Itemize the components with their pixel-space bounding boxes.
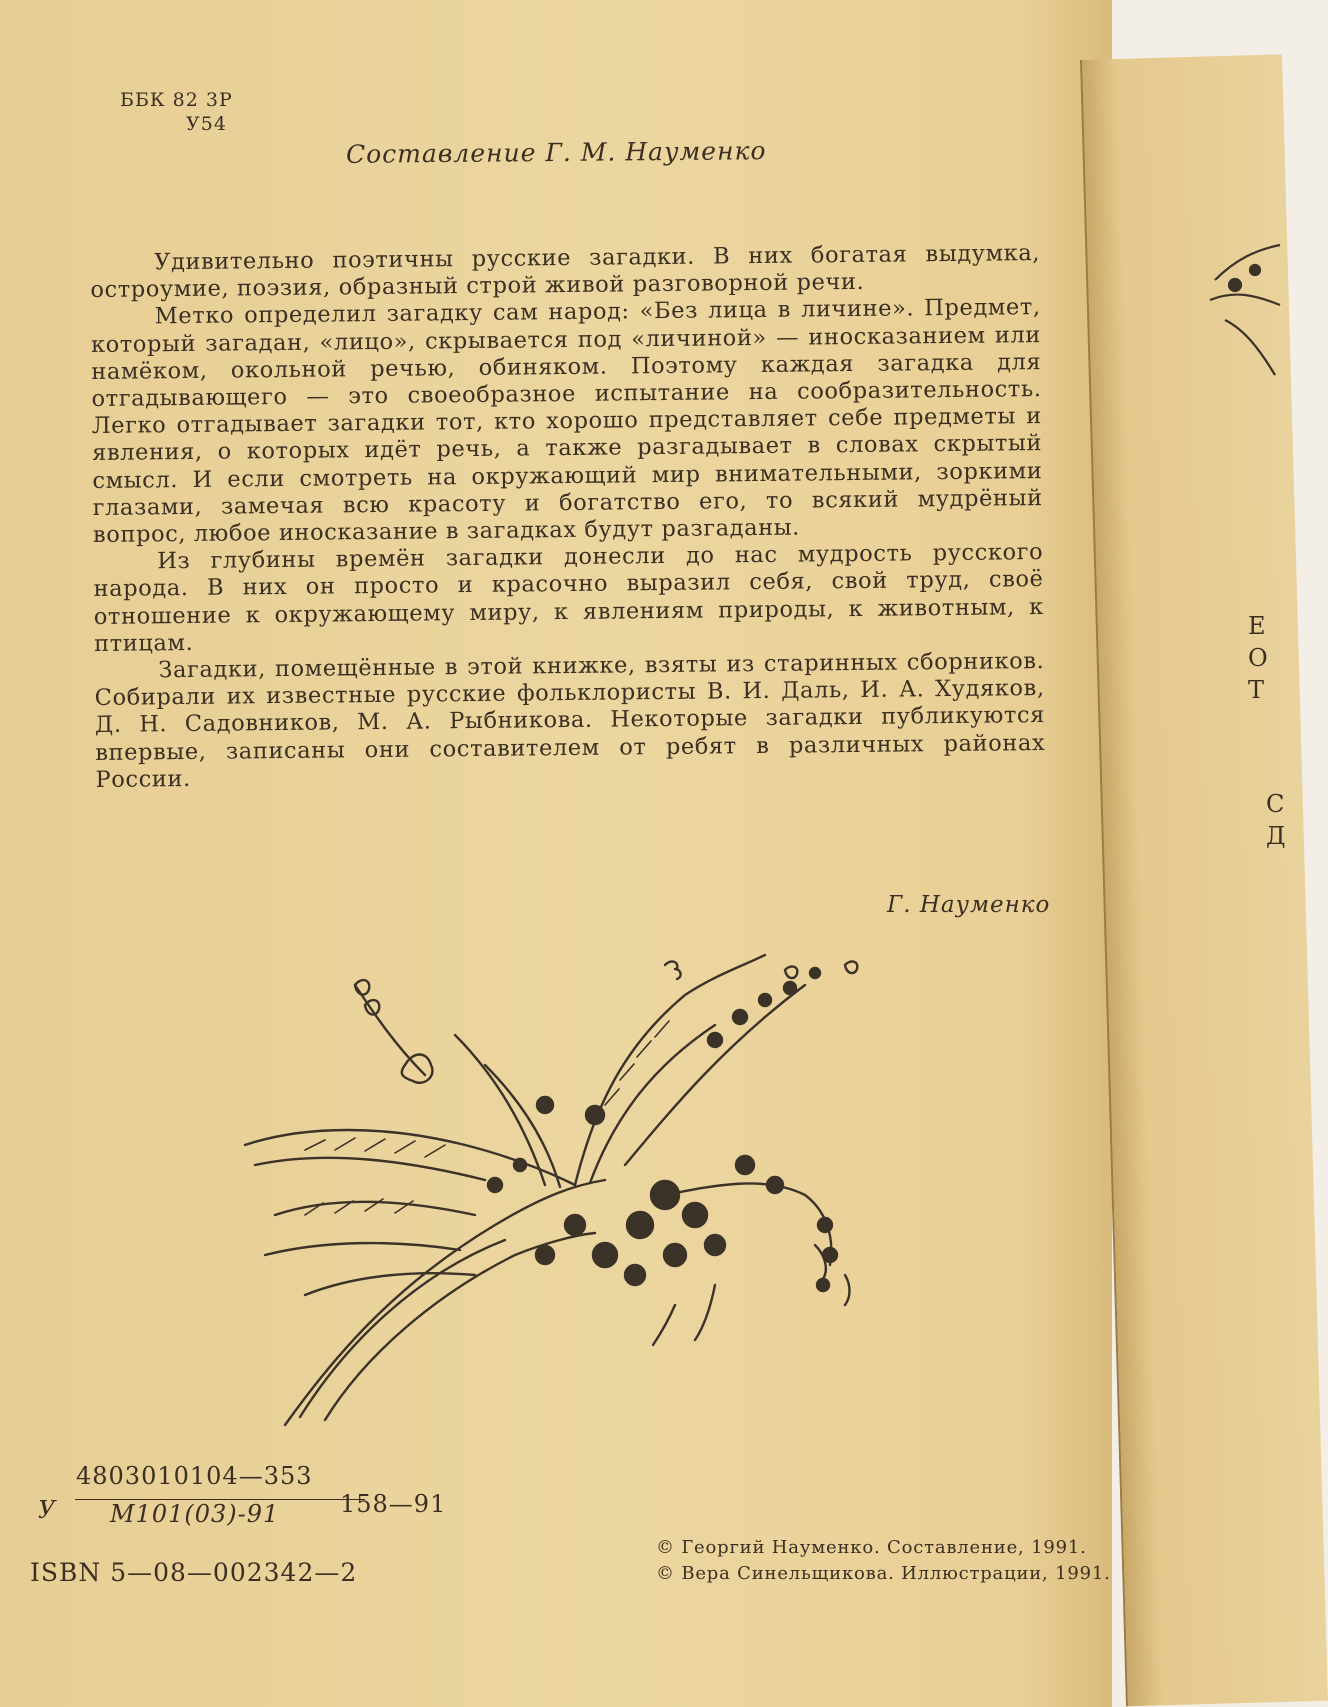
foreword-text [90, 240, 1046, 794]
paragraph-3: Из глубины времён загадки донесли до нас мудрость русского народа. В них он просто и красочно выразил себя, свой труд, своё отношение к окружающему миру, к явлениям природы, к животным, к птицам. [93, 539, 1044, 657]
bbk-line-2: У54 [186, 113, 227, 135]
publication-imprint [30, 1458, 510, 1608]
copyright-block [656, 1535, 1111, 1587]
paragraph-1: Удивительно поэтичны русские загадки. В них богатая выдумка, остроумие, поэзия, образный строй живой разговорной речи. [90, 240, 1041, 304]
imprint-numerator: 4803010104—353 [76, 1462, 313, 1490]
next-page-letter-1: Е [1248, 612, 1266, 640]
isbn: ISBN 5—08—002342—2 [30, 1558, 358, 1587]
paragraph-2: Метко определил загадку сам народ: «Без лица в личине». Предмет, который загадан, «лицо», скрывается под «личиной» — иносказанием или намёком, окольной речью, обиняком. Поэтому каждая загадка для отгадывающего — это своеобразное испытание на сообразительность. Легко отгадывает загадки тот, кто хорошо представляет себе предметы и явления, о которых идёт речь, а также разгадывает в словах скрытый смысл. И если смотреть на окружающий мир внимательными, зоркими глазами, замечая всю красоту и богатство его, то всякий мудрёный вопрос, любое иносказание в загадках будут разгаданы. [90, 294, 1043, 549]
imprint-letter: У [38, 1496, 57, 1524]
bbk-line-1: ББК 82 3Р [120, 89, 233, 111]
bbk-code [120, 88, 233, 136]
next-page-text-fragment [1248, 610, 1268, 706]
next-page-letter-5: Д [1266, 822, 1286, 850]
next-page-letter-4: С [1266, 790, 1285, 818]
book-page-right [1080, 54, 1328, 1706]
author-signature: Г. Науменко [887, 892, 1051, 918]
next-page-text-fragment-lower [1266, 788, 1286, 852]
copyright-line-2: © Вера Синельщикова. Иллюстрации, 1991. [656, 1563, 1111, 1584]
next-page-letter-3: Т [1248, 676, 1265, 704]
imprint-denominator: М101(03)-91 [110, 1500, 280, 1528]
compiler-credit: Составление Г. М. Науменко [345, 136, 767, 169]
copyright-line-1: © Георгий Науменко. Составление, 1991. [656, 1537, 1087, 1558]
next-page-letter-2: О [1248, 644, 1268, 672]
next-page-illustration-fragment [1205, 240, 1280, 380]
lily-of-the-valley-illustration [245, 955, 895, 1425]
imprint-code: 158—91 [340, 1490, 447, 1518]
paragraph-4: Загадки, помещённые в этой книжке, взяты из старинных сборников. Собирали их известные русские фольклористы В. И. Даль, И. А. Худяков, Д. Н. Садовников, М. А. Рыбникова. Некоторые загадки публикуются впервые, записаны они составителем от ребят в различных районах России. [94, 648, 1046, 793]
